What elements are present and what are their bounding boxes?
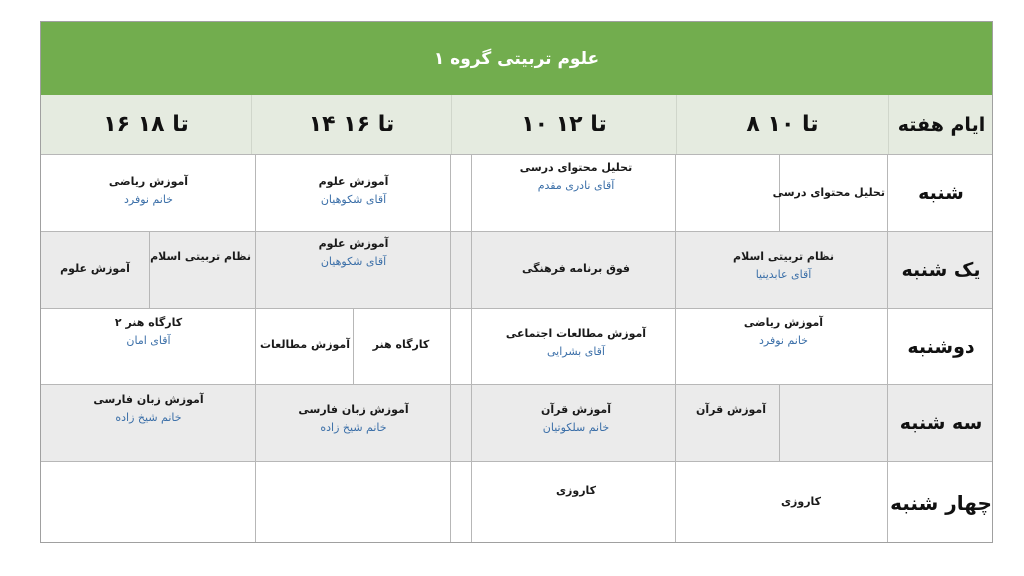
class-entry (81, 175, 216, 206)
class-teacher: آقای بشرایی (546, 345, 605, 359)
class-teacher: خانم شیخ زاده (115, 411, 182, 425)
table-title: علوم تربیتی گروه ۱ (41, 22, 992, 95)
class-subject: آموزش زبان فارسی (298, 403, 409, 416)
class-subject: آموزش مطالعات اجتماعی (505, 327, 647, 340)
class-subject: فوق برنامه فرهنگی (522, 262, 630, 275)
header-slot-16-18: ۱۶ تا ۱۸ (41, 95, 251, 154)
class-subject: آموزش زبان فارسی (93, 393, 204, 406)
class-subject: آموزش قرآن (695, 403, 767, 416)
class-entry (286, 175, 421, 206)
day-saturday: شنبه (888, 154, 993, 231)
header-slot-8-10: ۸ تا ۱۰ (676, 95, 888, 154)
class-teacher: خانم نوفرد (758, 334, 808, 348)
class-subject: کاروزی (555, 484, 597, 497)
class-subject: نظام تربیتی اسلام (733, 250, 834, 263)
header-slot-14-16: ۱۴ تا ۱۶ (251, 95, 451, 154)
cell-divider (353, 308, 354, 384)
class-subject: آموزش ریاضی (108, 175, 189, 188)
cell-tue-8-10 (676, 384, 888, 461)
class-subject: آموزش ریاضی (743, 316, 824, 329)
class-subject: تحلیل محتوای درسی (772, 186, 885, 199)
day-monday: دوشنبه (888, 308, 993, 384)
class-subject: آموزش مطالعات (260, 338, 350, 351)
class-subject: آموزش علوم (318, 175, 389, 188)
class-entry (151, 250, 251, 263)
class-teacher: خانم شیخ زاده (320, 421, 387, 435)
class-entry (45, 262, 145, 275)
schedule-table (40, 21, 993, 543)
day-sunday: یک شنبه (888, 231, 993, 308)
class-entry (286, 237, 421, 268)
class-teacher: آقای امان (126, 334, 171, 348)
header-slot-10-12: ۱۰ تا ۱۲ (451, 95, 676, 154)
class-teacher: آقای شکوهیان (320, 255, 387, 269)
class-entry (81, 393, 216, 424)
class-entry (491, 327, 661, 358)
class-entry (491, 262, 661, 275)
class-teacher: خانم نوفرد (123, 193, 173, 207)
class-entry (696, 316, 871, 347)
class-subject: آموزش علوم (60, 262, 130, 275)
class-teacher: آقای شکوهیان (320, 193, 387, 207)
cell-wed-14-16 (256, 461, 451, 543)
class-entry (751, 495, 851, 508)
class-teacher: خانم سلکوتیان (542, 421, 610, 435)
class-entry (355, 338, 447, 351)
cell-divider (149, 231, 150, 308)
class-subject: کارگاه هنر ۲ (114, 316, 183, 329)
class-subject: تحلیل محتوای درسی (519, 161, 633, 174)
column-divider (471, 154, 472, 543)
class-subject: آموزش علوم (318, 237, 389, 250)
cell-wed-10-12 (451, 461, 676, 543)
class-entry (286, 403, 421, 434)
class-teacher: آقای عابدینیا (755, 268, 812, 282)
day-tuesday: سه شنبه (888, 384, 993, 461)
class-subject: کاروزی (780, 495, 822, 508)
day-wednesday: چهار شنبه (888, 461, 993, 543)
class-entry (491, 403, 661, 434)
class-entry (683, 403, 779, 416)
class-entry (259, 338, 351, 351)
class-entry (696, 250, 871, 281)
header-days-label: ایام هفته (888, 95, 993, 154)
class-entry (81, 316, 216, 347)
class-subject: کارگاه هنر (372, 338, 430, 351)
cell-wed-16-18 (41, 461, 256, 543)
class-entry (526, 484, 626, 497)
class-teacher: آقای نادری مقدم (537, 179, 615, 193)
class-entry (491, 161, 661, 192)
class-entry (772, 186, 885, 199)
cell-divider (779, 384, 780, 461)
class-subject: نظام تربیتی اسلام (150, 250, 251, 263)
class-subject: آموزش قرآن (540, 403, 612, 416)
